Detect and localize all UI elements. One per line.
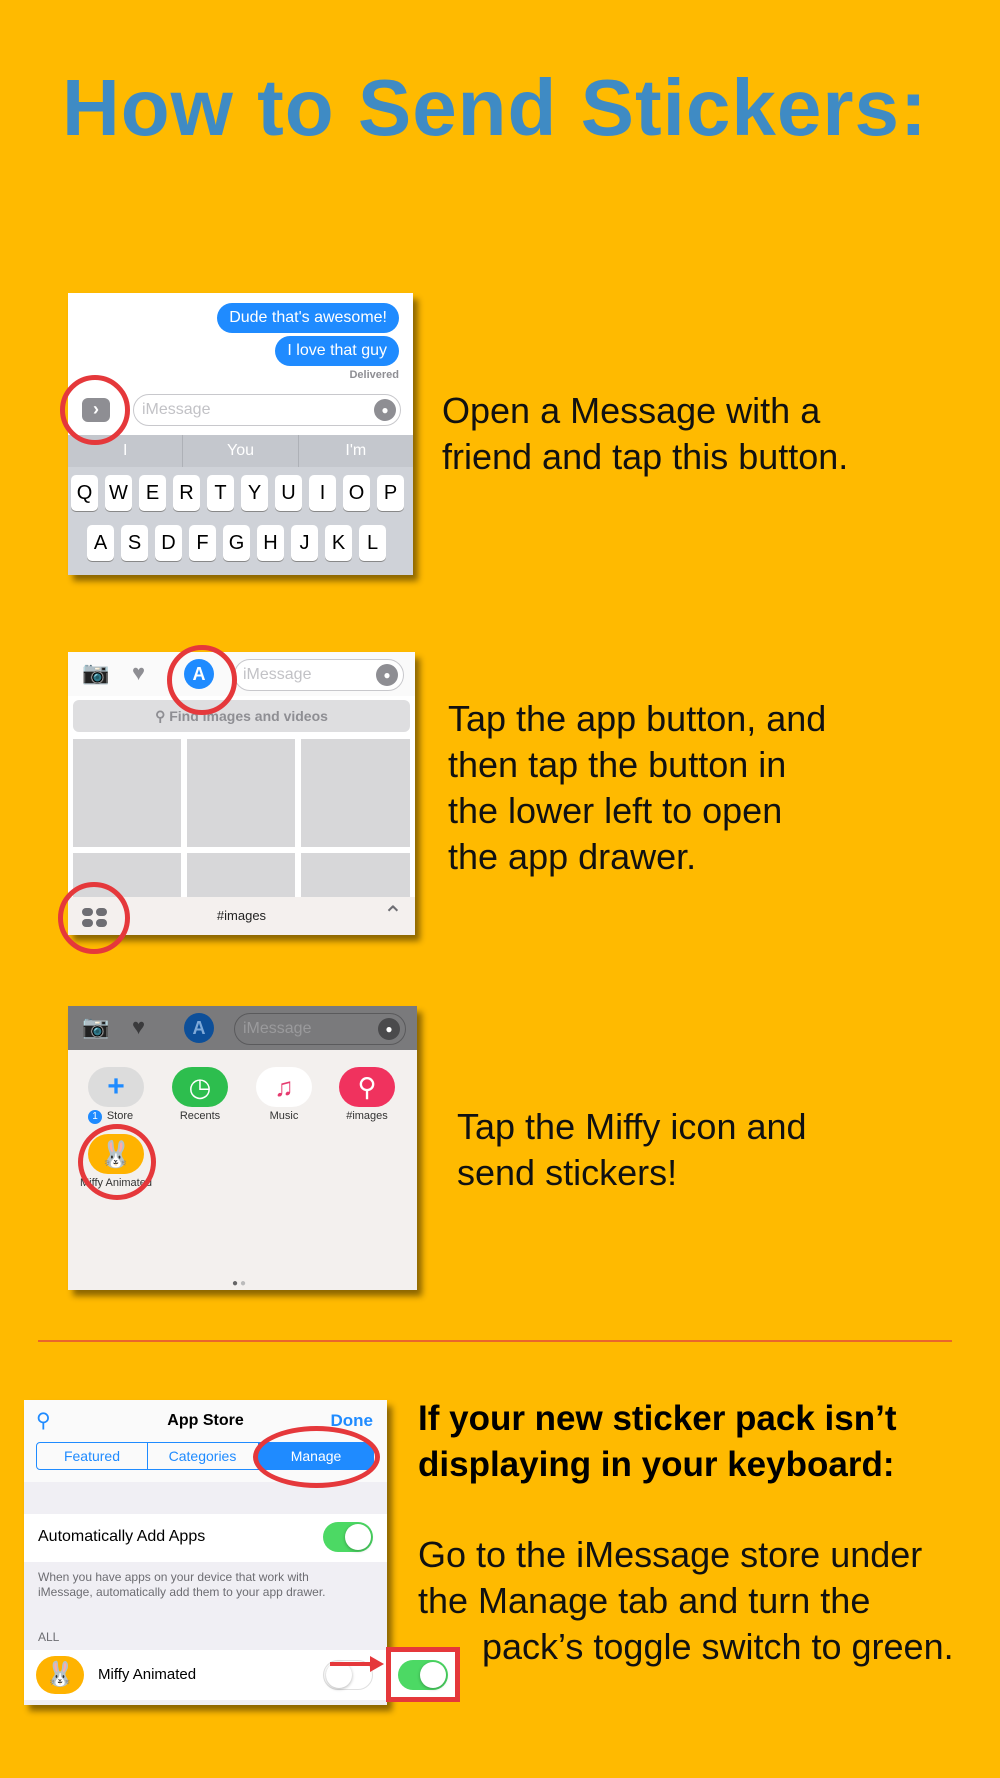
app-label: Miffy Animated — [80, 1177, 152, 1189]
message-bubble: I love that guy — [275, 336, 399, 366]
done-button[interactable]: Done — [330, 1411, 373, 1430]
instruction-line: the lower left to open — [448, 790, 783, 831]
instruction-line: Go to the iMessage store under — [418, 1534, 923, 1575]
image-search-bar[interactable]: ⚲ Find images and videos — [73, 700, 410, 732]
key[interactable]: U — [275, 475, 302, 511]
drawer-label: #images — [216, 908, 267, 923]
tab-manage[interactable]: Manage — [258, 1442, 374, 1470]
key[interactable]: F — [189, 525, 216, 561]
store-app-icon[interactable]: + — [88, 1067, 144, 1107]
header-title: App Store — [167, 1412, 244, 1429]
instruction-line: send stickers! — [457, 1152, 678, 1193]
step2-instructions — [448, 696, 826, 880]
key[interactable]: R — [173, 475, 200, 511]
miffy-app-icon[interactable]: 🐰 — [88, 1134, 144, 1174]
music-app-icon[interactable]: ♫ — [256, 1067, 312, 1107]
image-cell[interactable] — [187, 853, 295, 903]
imessage-input[interactable]: iMessage — [234, 659, 404, 691]
auto-add-toggle[interactable] — [323, 1522, 373, 1552]
message-toolbar — [68, 1006, 417, 1050]
highlight-ring — [60, 375, 130, 445]
key[interactable]: A — [87, 525, 114, 561]
search-icon[interactable]: ⚲ — [36, 1410, 51, 1432]
image-cell[interactable] — [73, 739, 181, 847]
key[interactable]: H — [257, 525, 284, 561]
chevron-up-icon[interactable]: ⌃ — [382, 902, 403, 929]
app-name: Miffy Animated — [98, 1666, 197, 1683]
key[interactable]: E — [139, 475, 166, 511]
message-toolbar — [68, 652, 415, 696]
images-app-icon[interactable]: ⚲ — [339, 1067, 395, 1107]
app-label: Store — [106, 1110, 134, 1122]
recents-app-icon[interactable]: ◷ — [172, 1067, 228, 1107]
auto-add-label: Automatically Add Apps — [38, 1528, 206, 1545]
key[interactable]: G — [223, 525, 250, 561]
page-title: How to Send Stickers: — [62, 63, 928, 152]
digital-touch-icon[interactable]: ♥ — [132, 660, 146, 685]
section-divider — [38, 1340, 952, 1342]
step4-instructions — [418, 1532, 954, 1670]
image-cell[interactable] — [301, 853, 410, 903]
camera-icon[interactable]: 📷 — [82, 1014, 110, 1039]
digital-touch-icon[interactable]: ♥ — [132, 1014, 146, 1039]
mic-icon[interactable]: ● — [378, 1018, 400, 1040]
key[interactable]: S — [121, 525, 148, 561]
heading-line: If your new sticker pack isn’t — [418, 1399, 897, 1438]
instruction-line: Tap the app button, and — [448, 698, 827, 739]
camera-icon[interactable]: 📷 — [82, 660, 110, 685]
suggestion-bar — [68, 435, 413, 467]
mic-icon[interactable]: ● — [374, 399, 396, 421]
app-row — [24, 1650, 387, 1700]
search-placeholder: Find images and videos — [169, 708, 328, 724]
suggestion-item[interactable]: I'm — [345, 442, 367, 459]
highlight-ring — [167, 645, 237, 715]
mic-icon[interactable]: ● — [376, 664, 398, 686]
highlight-ring — [58, 882, 130, 954]
key[interactable]: O — [343, 475, 370, 511]
auto-add-row — [24, 1514, 387, 1562]
imessage-input[interactable]: iMessage — [234, 1013, 406, 1045]
key[interactable]: D — [155, 525, 182, 561]
key[interactable]: T — [207, 475, 234, 511]
app-store-icon[interactable]: A — [184, 1013, 214, 1043]
instruction-line: pack’s toggle switch to green. — [482, 1626, 954, 1667]
key[interactable]: K — [325, 525, 352, 561]
message-bubble: Dude that's awesome! — [217, 303, 399, 333]
expand-apps-button[interactable]: › — [82, 398, 110, 422]
suggestion-item[interactable]: You — [183, 435, 298, 467]
instruction-line: friend and tap this button. — [442, 436, 849, 477]
auto-add-description: When you have apps on your device that work with iMessage, automatically add them to your app drawer. — [38, 1570, 326, 1599]
key[interactable]: W — [105, 475, 132, 511]
miffy-app-icon: 🐰 — [36, 1656, 84, 1694]
page-indicator: ●● — [232, 1278, 249, 1289]
image-cell[interactable] — [187, 739, 295, 847]
instruction-line: Open a Message with a — [442, 390, 821, 431]
step1-instructions — [442, 388, 848, 480]
image-cell[interactable] — [301, 739, 410, 847]
keyboard — [68, 435, 413, 575]
arrowhead-icon — [370, 1656, 384, 1672]
tab-featured[interactable]: Featured — [36, 1442, 148, 1470]
section-label: ALL — [38, 1630, 60, 1644]
step3-instructions — [457, 1104, 807, 1196]
highlight-ring — [78, 1124, 156, 1200]
key[interactable]: Q — [71, 475, 98, 511]
key[interactable]: L — [359, 525, 386, 561]
app-store-icon[interactable]: A — [184, 659, 214, 689]
step4-heading — [418, 1396, 897, 1488]
key[interactable]: Y — [241, 475, 268, 511]
instruction-line: Tap the Miffy icon and — [457, 1106, 807, 1147]
instruction-line: then tap the button in — [448, 744, 787, 785]
instruction-line: the app drawer. — [448, 836, 697, 877]
instruction-line: the Manage tab and turn the — [418, 1580, 871, 1621]
app-label: Music — [269, 1110, 299, 1122]
app-label: #images — [346, 1110, 388, 1122]
heading-line: displaying in your keyboard: — [418, 1445, 895, 1484]
app-label: Recents — [179, 1110, 221, 1122]
suggestion-item[interactable]: I — [68, 435, 183, 467]
imessage-input[interactable]: iMessage — [133, 394, 401, 426]
highlight-ring — [253, 1426, 380, 1488]
key[interactable]: J — [291, 525, 318, 561]
key[interactable]: I — [309, 475, 336, 511]
tab-categories[interactable]: Categories — [147, 1442, 259, 1470]
store-badge: 1 — [88, 1110, 102, 1124]
delivered-label: Delivered — [349, 369, 399, 381]
key[interactable]: P — [377, 475, 404, 511]
